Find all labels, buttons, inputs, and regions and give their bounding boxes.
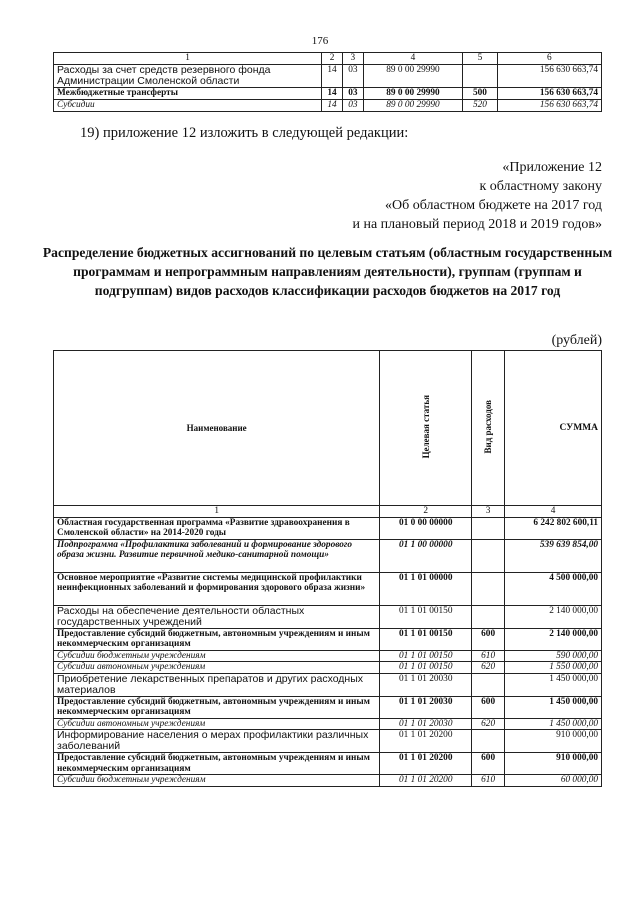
row-c3: 03: [342, 100, 363, 112]
top-col-1-header: 1: [54, 53, 322, 65]
appendix-block: [352, 158, 602, 234]
top-table: [53, 52, 602, 112]
col-number: 1: [54, 506, 380, 518]
row-name: Основное мероприятие «Развитие системы медицинской профилактики неинфекционных заболеваний и формирования здорового образа жизни»: [54, 572, 380, 605]
row-target: 01 0 00 00000: [380, 517, 472, 539]
row-name: Межбюджетные трансферты: [54, 88, 322, 100]
row-sum: 4 500 000,00: [505, 572, 602, 605]
row-type: [472, 605, 505, 628]
row-target: 01 1 01 20200: [380, 730, 472, 753]
row-c6: 156 630 663,74: [497, 100, 601, 112]
row-target: 01 1 01 20200: [380, 775, 472, 787]
header-target: Целевая статья: [420, 394, 431, 458]
row-sum: 1 450 000,00: [505, 673, 602, 696]
row-target: 01 1 01 00000: [380, 572, 472, 605]
row-target: 01 1 01 20200: [380, 753, 472, 775]
header-name: Наименование: [54, 351, 380, 506]
row-target: 01 1 01 00150: [380, 628, 472, 650]
header-type: Вид расходов: [482, 399, 493, 453]
row-c4: 89 0 00 29990: [363, 100, 462, 112]
row-type: [472, 572, 505, 605]
table-row: [54, 517, 602, 539]
row-c4: 89 0 00 29990: [363, 88, 462, 100]
row-name: Субсидии автономным учреждениям: [54, 718, 380, 730]
row-sum: 1 450 000,00: [505, 718, 602, 730]
document-heading: Распределение бюджетных ассигнований по целевым статьям (областным государственным программам и непрограммным направлениям деятельности), группам (группам и подгруппам) видов расходов классификации расходов бюджетов на 2017 год: [42, 245, 613, 298]
row-c5: 520: [463, 100, 497, 112]
row-c2: 14: [322, 88, 343, 100]
main-table-number-row: [54, 506, 602, 518]
row-sum: 590 000,00: [505, 650, 602, 662]
row-type: [472, 539, 505, 572]
table-row: [54, 753, 602, 775]
row-c3: 03: [342, 65, 363, 88]
header-type-cell: [472, 351, 505, 506]
unit-label: (рублей): [551, 333, 602, 348]
appendix-line: и на плановый период 2018 и 2019 годов»: [352, 217, 602, 232]
header-target-cell: [380, 351, 472, 506]
top-col-2-header: 2: [322, 53, 343, 65]
row-c6: 156 630 663,74: [497, 88, 601, 100]
row-name: Субсидии бюджетным учреждениям: [54, 775, 380, 787]
table-row: [54, 718, 602, 730]
row-c2: 14: [322, 100, 343, 112]
top-table-row: [54, 65, 602, 88]
row-type: 620: [472, 662, 505, 674]
table-row: [54, 650, 602, 662]
row-c2: 14: [322, 65, 343, 88]
row-name: Субсидии автономным учреждениям: [54, 662, 380, 674]
row-name: Субсидии бюджетным учреждениям: [54, 650, 380, 662]
row-target: 01 1 01 00150: [380, 605, 472, 628]
table-row: [54, 628, 602, 650]
row-name: Предоставление субсидий бюджетным, автономным учреждениям и иным некоммерческим организациям: [54, 628, 380, 650]
row-name: Подпрограмма «Профилактика заболеваний и формирование здорового образа жизни. Развитие первичной медико-санитарной помощи»: [54, 539, 380, 572]
main-table-header-row: [54, 351, 602, 506]
row-type: [472, 673, 505, 696]
top-col-4-header: 4: [363, 53, 462, 65]
row-sum: 1 550 000,00: [505, 662, 602, 674]
row-type: 610: [472, 650, 505, 662]
row-name: Субсидии: [54, 100, 322, 112]
top-col-3-header: 3: [342, 53, 363, 65]
row-type: [472, 730, 505, 753]
table-row: [54, 775, 602, 787]
row-target: 01 1 01 20030: [380, 673, 472, 696]
row-sum: 2 140 000,00: [505, 605, 602, 628]
appendix-line: «Об областном бюджете на 2017 год: [385, 198, 602, 213]
row-name: Расходы на обеспечение деятельности областных государственных учреждений: [54, 605, 380, 628]
row-target: 01 1 01 20030: [380, 718, 472, 730]
row-name: Предоставление субсидий бюджетным, автономным учреждениям и иным некоммерческим организациям: [54, 696, 380, 718]
row-target: 01 1 01 20030: [380, 696, 472, 718]
table-row: [54, 539, 602, 572]
row-type: 600: [472, 696, 505, 718]
row-sum: 910 000,00: [505, 753, 602, 775]
row-name: Приобретение лекарственных препаратов и других расходных материалов: [54, 673, 380, 696]
row-c6: 156 630 663,74: [497, 65, 601, 88]
row-target: 01 1 01 00150: [380, 650, 472, 662]
top-table-row: [54, 88, 602, 100]
top-col-5-header: 5: [463, 53, 497, 65]
top-table-row: [54, 100, 602, 112]
row-target: 01 1 01 00150: [380, 662, 472, 674]
row-target: 01 1 00 00000: [380, 539, 472, 572]
row-name: Областная государственная программа «Развитие здравоохранения в Смоленской области» на 2014-2020 годы: [54, 517, 380, 539]
row-name: Информирование населения о мерах профилактики различных заболеваний: [54, 730, 380, 753]
row-type: 600: [472, 628, 505, 650]
appendix-line: к областному закону: [479, 179, 602, 194]
table-row: [54, 673, 602, 696]
main-table: [53, 350, 602, 787]
table-row: [54, 605, 602, 628]
col-number: 2: [380, 506, 472, 518]
row-sum: 2 140 000,00: [505, 628, 602, 650]
top-table-header-row: [54, 53, 602, 65]
row-type: 620: [472, 718, 505, 730]
row-name: Расходы за счет средств резервного фонда Администрации Смоленской области: [54, 65, 322, 88]
row-name: Предоставление субсидий бюджетным, автономным учреждениям и иным некоммерческим организациям: [54, 753, 380, 775]
row-type: [472, 517, 505, 539]
col-number: 4: [505, 506, 602, 518]
row-c4: 89 0 00 29990: [363, 65, 462, 88]
row-c3: 03: [342, 88, 363, 100]
top-col-6-header: 6: [497, 53, 601, 65]
row-sum: 539 639 854,00: [505, 539, 602, 572]
row-type: 610: [472, 775, 505, 787]
row-type: 600: [472, 753, 505, 775]
col-number: 3: [472, 506, 505, 518]
header-sum: СУММА: [505, 351, 602, 506]
appendix-line: «Приложение 12: [502, 160, 602, 175]
table-row: [54, 730, 602, 753]
row-sum: 6 242 802 600,11: [505, 517, 602, 539]
table-row: [54, 572, 602, 605]
row-c5: 500: [463, 88, 497, 100]
row-sum: 910 000,00: [505, 730, 602, 753]
table-row: [54, 696, 602, 718]
instruction-text: 19) приложение 12 изложить в следующей редакции:: [80, 125, 409, 141]
row-sum: 1 450 000,00: [505, 696, 602, 718]
table-row: [54, 662, 602, 674]
row-sum: 60 000,00: [505, 775, 602, 787]
row-c5: [463, 65, 497, 88]
page-number: 176: [311, 35, 329, 47]
